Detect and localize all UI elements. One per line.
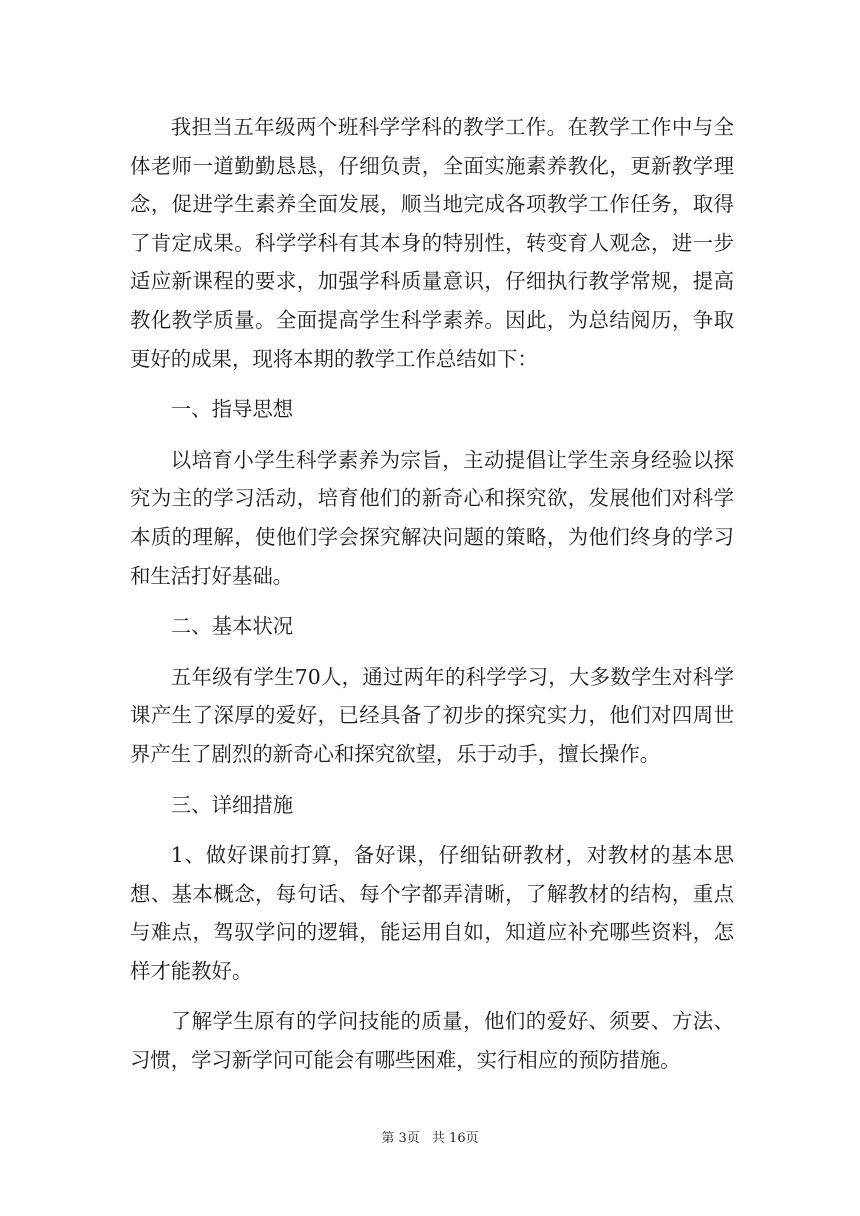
page-footer	[0, 1127, 860, 1146]
section-heading-guiding-ideology: 一、指导思想	[170, 397, 294, 422]
guiding-ideology-paragraph: 以培育小学生科学素养为宗旨，主动提倡让学生亲身经验以探究为主的学习活动，培育他们的新奇心和探究欲，发展他们对科学本质的理解，使他们学会探究解决问题的策略，为他们终身的学习和生活打好基础。	[130, 447, 734, 588]
section-heading-basic-situation: 二、基本状况	[170, 614, 294, 639]
page-total: 共 16页	[431, 1131, 479, 1146]
intro-paragraph: 我担当五年级两个班科学学科的教学工作。在教学工作中与全体老师一道勤勤恳恳，仔细负责，全面实施素养教化，更新教学理念，促进学生素养全面发展，顺当地完成各项教学工作任务，取得了肯定成果。科学学科有其本身的特别性，转变育人观念，进一步适应新课程的要求，加强学科质量意识，仔细执行教学常规，提高教化教学质量。全面提高学生科学素养。因此，为总结阅历，争取更好的成果，现将本期的教学工作总结如下：	[130, 115, 734, 371]
measures-paragraph-2: 了解学生原有的学问技能的质量，他们的爱好、须要、方法、习惯，学习新学问可能会有哪些困难，实行相应的预防措施。	[130, 1009, 734, 1073]
measures-paragraph-1: 1、做好课前打算，备好课，仔细钻研教材，对教材的基本思想、基本概念，每句话、每个字都弄清晰，了解教材的结构，重点与难点，驾驭学问的逻辑，能运用自如，知道应补充哪些资料，怎样才能教好。	[130, 843, 734, 983]
basic-situation-paragraph: 五年级有学生70人，通过两年的科学学习，大多数学生对科学课产生了深厚的爱好，已经具备了初步的探究实力，他们对四周世界产生了剧烈的新奇心和探究欲望，乐于动手，擅长操作。	[130, 664, 734, 766]
page-number: 第 3页	[381, 1131, 420, 1146]
document-body	[130, 108, 734, 1092]
section-heading-measures: 三、详细措施	[170, 792, 294, 817]
